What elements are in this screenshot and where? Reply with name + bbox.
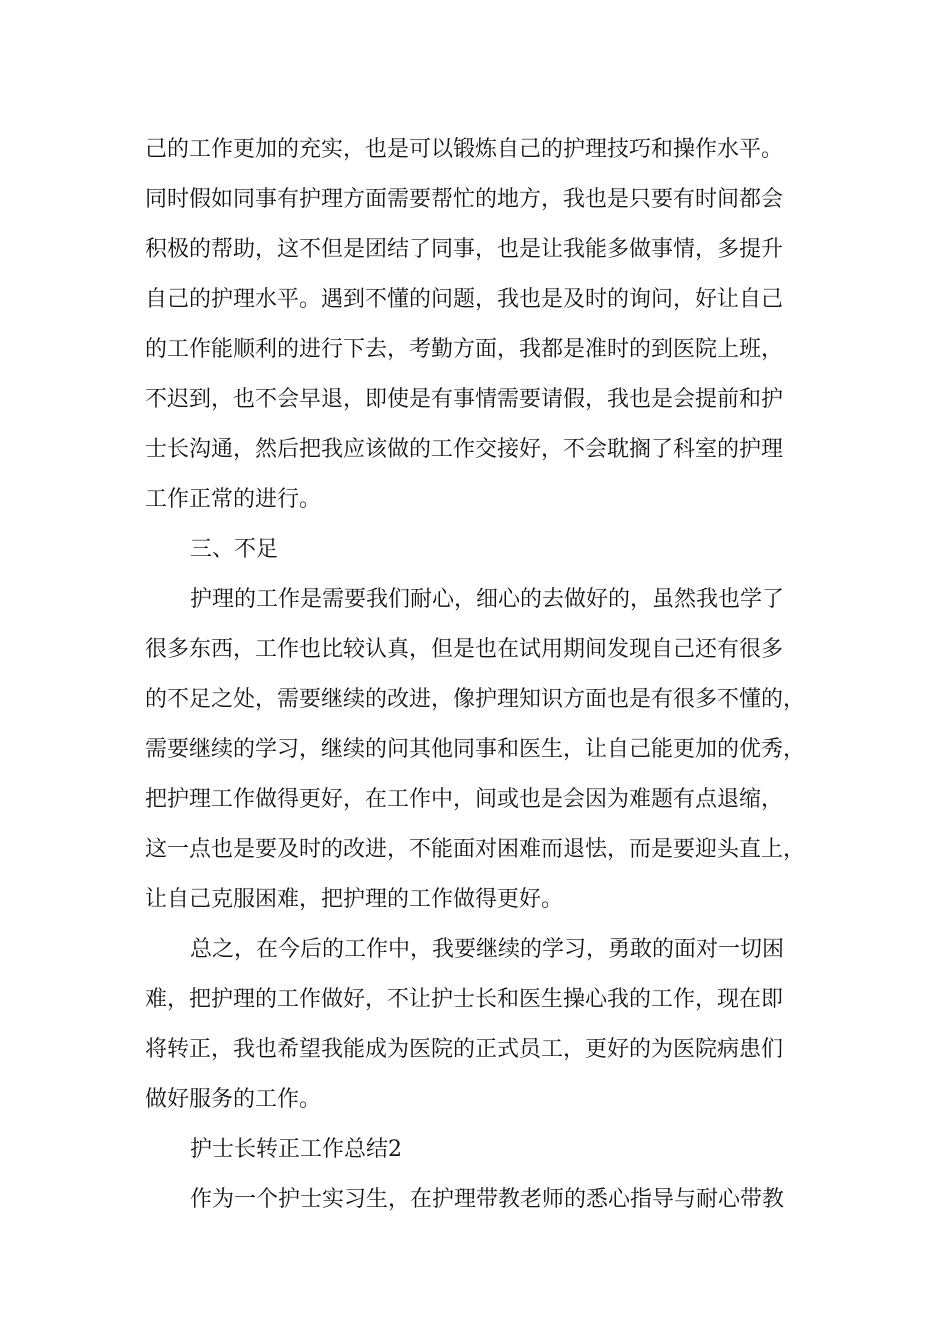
- text-line: 把护理工作做得更好，在工作中，间或也是会因为难题有点退缩，: [145, 787, 784, 812]
- text-line: 难，把护理的工作做好，不让护士长和医生操心我的工作，现在即: [145, 987, 784, 1012]
- text-line: 的不足之处，需要继续的改进，像护理知识方面也是有很多不懂的，: [145, 687, 806, 712]
- text-line: 作为一个护士实习生，在护理带教老师的悉心指导与耐心带教: [190, 1187, 785, 1212]
- text-line: 将转正，我也希望我能成为医院的正式员工，更好的为医院病患们: [145, 1037, 784, 1062]
- text-line: 工作正常的进行。: [145, 487, 322, 512]
- text-line: 的工作能顺利的进行下去，考勤方面，我都是准时的到医院上班，: [145, 337, 784, 362]
- text-line: 让自己克服困难，把护理的工作做得更好。: [145, 887, 564, 912]
- text-line: 同时假如同事有护理方面需要帮忙的地方，我也是只要有时间都会: [145, 187, 784, 212]
- text-line: 很多东西，工作也比较认真，但是也在试用期间发现自己还有很多: [145, 637, 784, 662]
- text-line: 这一点也是要及时的改进，不能面对困难而退怯，而是要迎头直上，: [145, 837, 806, 862]
- text-line: 需要继续的学习，继续的问其他同事和医生，让自己能更加的优秀，: [145, 737, 806, 762]
- section-heading: 三、不足: [190, 537, 279, 562]
- text-line: 护理的工作是需要我们耐心，细心的去做好的，虽然我也学了: [190, 587, 785, 612]
- text-line: 己的工作更加的充实，也是可以锻炼自己的护理技巧和操作水平。: [145, 137, 784, 162]
- text-line: 士长沟通，然后把我应该做的工作交接好，不会耽搁了科室的护理: [145, 437, 784, 462]
- text-line: 不迟到，也不会早退，即使是有事情需要请假，我也是会提前和护: [145, 387, 784, 412]
- text-line: 自己的护理水平。遇到不懂的问题，我也是及时的询问，好让自己: [145, 287, 784, 312]
- text-line: 积极的帮助，这不但是团结了同事，也是让我能多做事情，多提升: [145, 237, 784, 262]
- section-heading: 护士长转正工作总结2: [190, 1137, 402, 1162]
- text-line: 总之，在今后的工作中，我要继续的学习，勇敢的面对一切困: [190, 937, 785, 962]
- text-line: 做好服务的工作。: [145, 1087, 322, 1112]
